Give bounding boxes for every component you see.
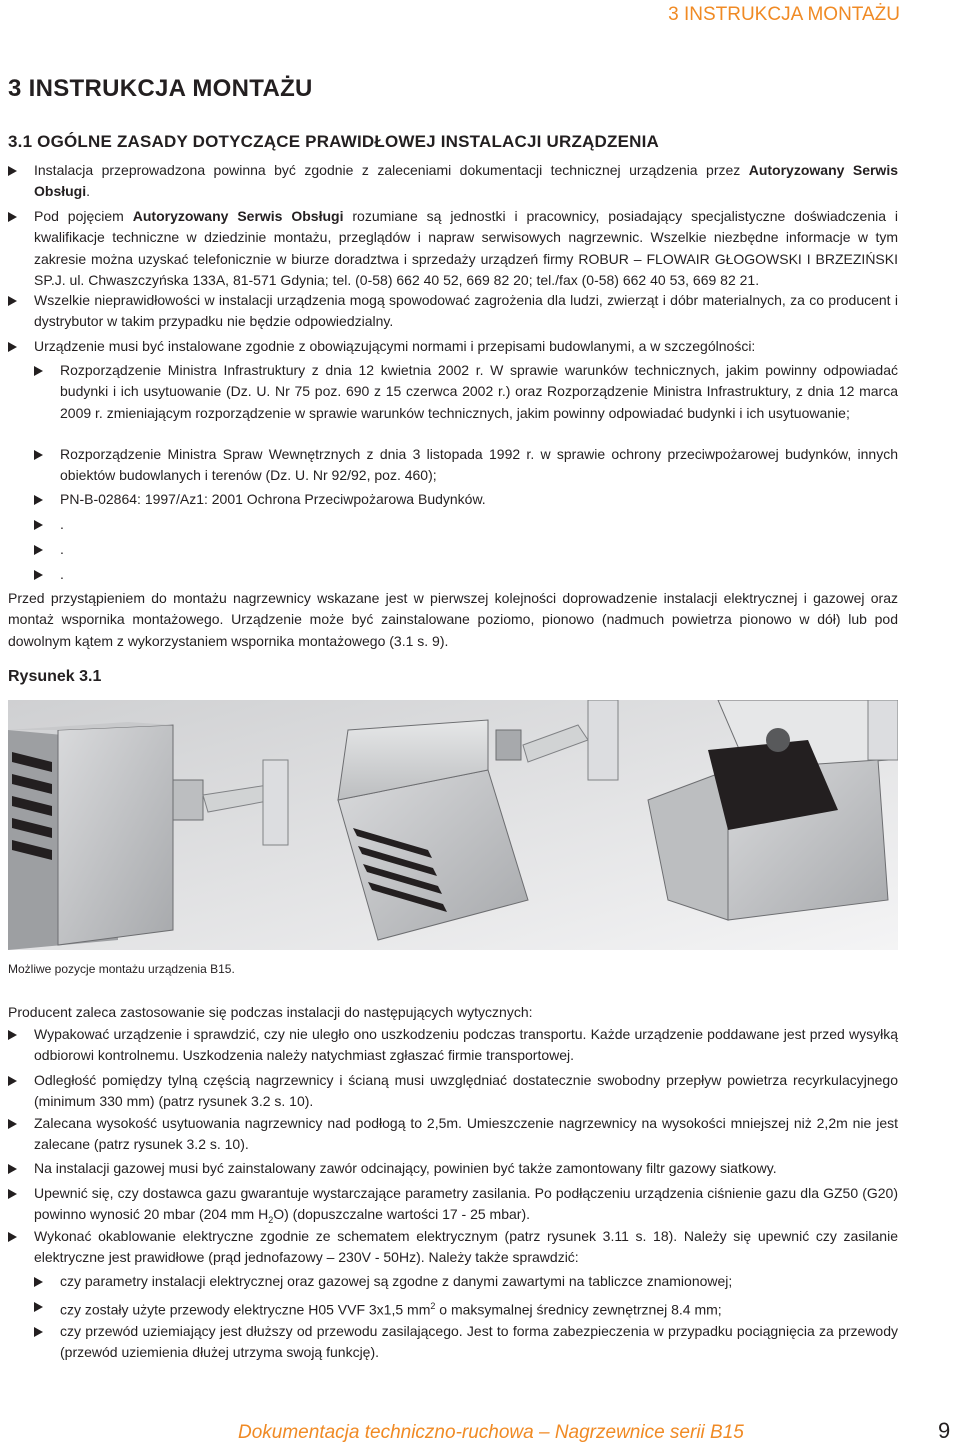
sub-list-item [34,514,898,535]
sub-list-item [34,539,898,560]
arrow-bullet-icon [34,520,43,530]
arrow-bullet-icon [34,570,43,580]
list-item-text: PN-B-02864: 1997/Az1: 2001 Ochrona Przeciwpożarowa Budynków. [60,491,486,507]
list-item-text: Rozporządzenie Ministra Infrastruktury z dnia 12 kwietnia 2002 r. W sprawie warunków technicznych, jakim powinny odpowiadać budynki i ich usytuowanie (Dz. U. Nr 75 poz. 690 z 15 czerwca 2002 r.) oraz Rozporządzenie Ministra Infrastruktury, z dnia 12 marca 2009 r. zmieniającym rozporządzenie w sprawie warunków technicznych, jakim powinny odpowiadać budynki i ich usytuowanie; [60,362,898,421]
arrow-bullet-icon [8,296,17,306]
list-item-bold: Autoryzowany Serwis Obsługi [34,162,898,200]
arrow-bullet-icon [8,1189,17,1199]
section-heading: 3.1 OGÓLNE ZASADY DOTYCZĄCE PRAWIDŁOWEJ INSTALACJI URZĄDZENIA [8,132,659,151]
list-item-text: . [86,183,91,200]
sub-list-item [34,1296,898,1321]
list-item-text: rozumiane są jednostki i pracownicy, posiadający specjalistyczne doświadczenia i kwalifikacje techniczne w dziedzinie montażu, przeglądów i napraw serwisowych nagrzewnic. Wszelkie niezbędne informacje w tym zakresie można uzyskać telefonicznie w biurze doradztwa i sprzedaży urządzeń firmy ROBUR – FLOWAIR GŁOGOWSKI I BRZEZIŃSKI SP.J. ul. Chwaszczyńska 133A, 81-571 Gdynia; tel. (0-58) 662 40 52, 669 82 20; tel./fax (0-58) 662 40 53, 669 82 21. [34,208,899,288]
list-item [8,1024,898,1067]
sub-list-item [34,444,898,487]
sub-list-item [34,1321,898,1364]
list-item-text: czy przewód uziemiający jest dłuższy od przewodu zasilającego. Jest to forma zabezpieczenia w przypadku pociągnięcia za przewody (przewód uziemienia dłużej utrzyma swoją funkcję). [60,1323,898,1361]
list-item-bold: Autoryzowany Serwis Obsługi [132,208,344,224]
arrow-bullet-icon [8,1119,17,1129]
heater-mounting-illustration [8,700,898,950]
list-item-text: Wykonać okablowanie elektryczne zgodnie ze schematem elektrycznym (patrz rysunek 3.11 s. 18). Należy się upewnić czy zasilanie elektryczne jest prawidłowe (prąd jednofazowy – 230V - 50Hz). Należy także sprawdzić: [34,1228,898,1266]
chapter-heading: 3 INSTRUKCJA MONTAŻU [8,75,313,102]
arrow-bullet-icon [8,1164,17,1174]
arrow-bullet-icon [34,545,43,555]
figure-illustration [8,700,898,950]
list-item-text: . [60,566,64,582]
sub-list-item [34,360,898,424]
footer-title: Dokumentacja techniczno-ruchowa – Nagrzewnice serii B15 [238,1422,744,1443]
running-header: 3 INSTRUKCJA MONTAŻU [668,4,900,25]
list-item-text: Wypakować urządzenie i sprawdzić, czy nie uległo ono uszkodzeniu podczas transportu. Każde urządzenie poddawane jest przed wysyłką odbiorowi kontrolnemu. Uszkodzenia należy natychmiast zgłaszać firmie transportowej. [34,1026,898,1064]
arrow-bullet-icon [34,1277,43,1287]
arrow-bullet-icon [8,1030,17,1040]
list-item-text: O) (dopuszczalne wartości 17 - 25 mbar). [273,1206,530,1223]
list-item [8,206,898,291]
arrow-bullet-icon [34,1327,43,1337]
arrow-bullet-icon [8,1232,17,1242]
list-item-text: czy zostały użyte przewody elektryczne H05 VVF 3x1,5 mm [60,1301,431,1318]
list-item-text: Wszelkie nieprawidłowości w instalacji urządzenia mogą spowodować zagrożenia dla ludzi, zwierząt i dóbr materialnych, za co producent i dystrybutor w takim przypadku nie będzie odpowiedzialny. [34,292,898,330]
list-item-text: Odległość pomiędzy tylną częścią nagrzewnicy i ścianą musi uwzględniać dostatecznie swobodny przepływ powietrza recyrkulacyjnego (minimum 330 mm) (patrz rysunek 3.2 s. 10). [34,1072,898,1110]
list-item-text: czy parametry instalacji elektrycznej oraz gazowej są zgodne z danymi zawartymi na tabliczce znamionowej; [60,1273,733,1289]
list-item-text: . [60,541,64,557]
list-item [8,160,898,203]
arrow-bullet-icon [34,366,43,376]
arrow-bullet-icon [8,212,17,222]
list-item-text: o maksymalnej średnicy zewnętrznej 8.4 mm; [435,1301,722,1318]
arrow-bullet-icon [8,342,17,352]
list-item [8,290,898,333]
paragraph: Producent zaleca zastosowanie się podczas instalacji do następujących wytycznych: [8,1004,533,1020]
list-item [8,1113,898,1156]
list-item [8,336,898,357]
arrow-bullet-icon [8,1076,17,1086]
list-item-text: . [60,516,64,532]
list-item-text: Rozporządzenie Ministra Spraw Wewnętrznych z dnia 3 listopada 1992 r. w sprawie ochrony przeciwpożarowej budynków, innych obiektów budowlanych i terenów (Dz. U. Nr 92/92, poz. 460); [60,446,898,484]
sub-list-item [34,564,898,585]
list-item-text: Instalacja przeprowadzona powinna być zgodnie z zaleceniami dokumentacji technicznej urządzenia przez [34,162,749,178]
subscript: 2 [268,1215,274,1226]
arrow-bullet-icon [8,166,17,176]
list-item [8,1226,898,1269]
list-item-text: Upewnić się, czy dostawca gazu gwarantuje wystarczające parametry zasilania. Po podłączeniu urządzenia ciśnienie gazu dla GZ50 (G20) powinno wynosić 20 mbar (204 mm H [34,1185,898,1223]
sub-list-item [34,1271,898,1292]
figure-title: Rysunek 3.1 [8,668,102,685]
paragraph: Przed przystąpieniem do montażu nagrzewnicy wskazane jest w pierwszej kolejności doprowadzenie instalacji elektrycznej i gazowej oraz montaż wspornika montażowego. Urządzenie może być zainstalowane poziomo, pionowo (nadmuch powietrza pionowo w dół) lub pod dowolnym kątem z wykorzystaniem wspornika montażowego (3.1 s. 9). [8,590,898,649]
list-item-text: Urządzenie musi być instalowane zgodnie z obowiązującymi normami i przepisami budowlanymi, a w szczególności: [34,338,756,354]
list-item-text: Pod pojęciem [34,208,133,224]
arrow-bullet-icon [34,450,43,460]
list-item [8,1070,898,1113]
arrow-bullet-icon [34,1302,43,1312]
sub-list-item [34,489,898,510]
arrow-bullet-icon [34,495,43,505]
list-item-text: Na instalacji gazowej musi być zainstalowany zawór odcinający, powinien być także zamontowany filtr gazowy siatkowy. [34,1160,777,1176]
superscript: 2 [430,1301,436,1311]
list-item [8,1158,898,1179]
figure-caption: Możliwe pozycje montażu urządzenia B15. [8,962,235,976]
list-item-text: Zalecana wysokość usytuowania nagrzewnicy nad podłogą to 2,5m. Umieszczenie nagrzewnicy na wysokości mniejszej niż 2,2m nie jest zalecane (patrz rysunek 3.2 s. 10). [34,1115,898,1153]
list-item [8,1183,898,1231]
page-number: 9 [938,1418,951,1443]
